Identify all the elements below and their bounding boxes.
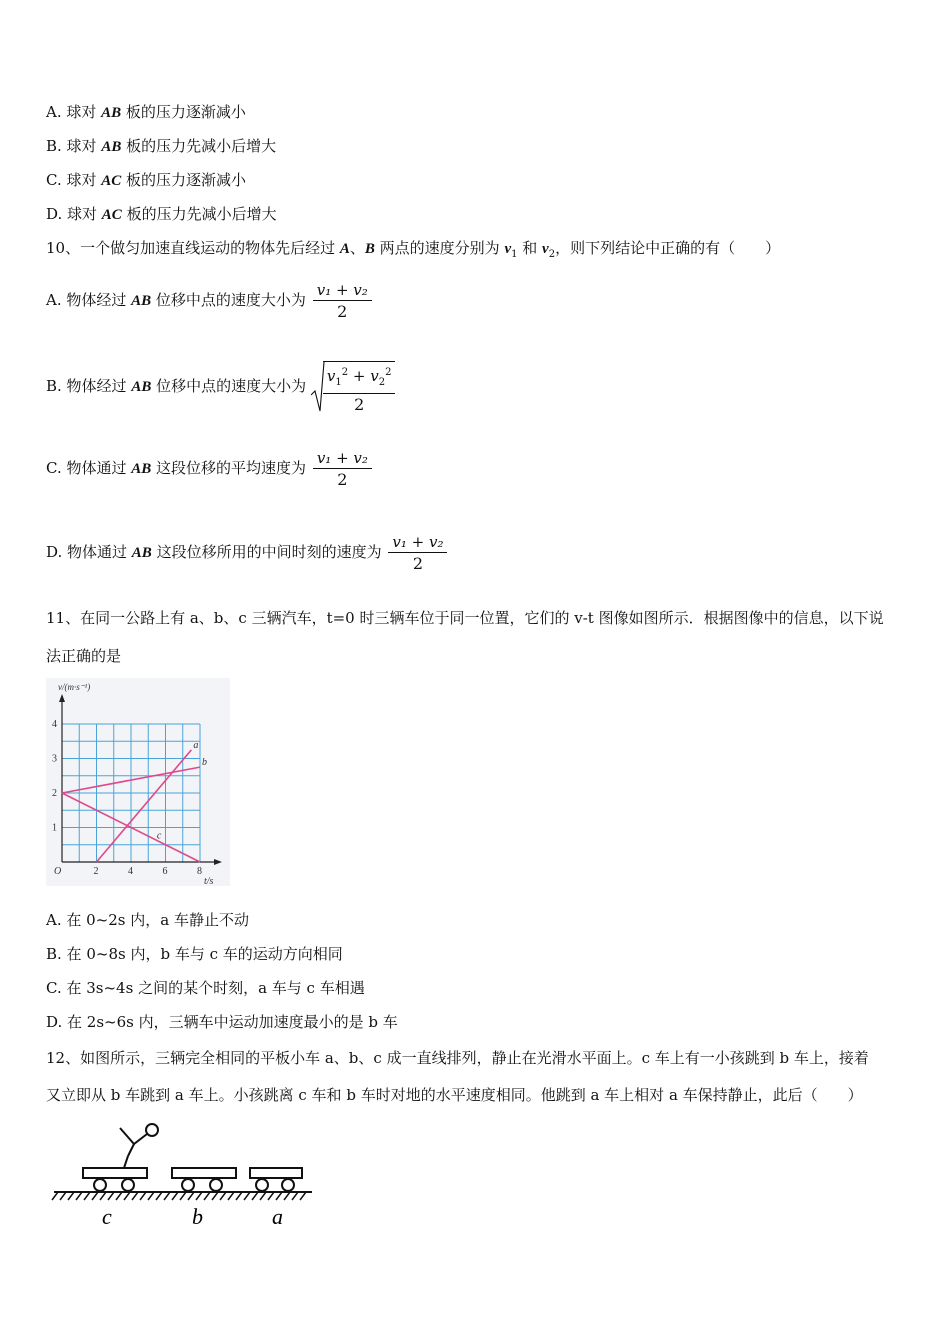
ground-hatch bbox=[164, 1192, 170, 1200]
vt-chart-svg bbox=[46, 678, 230, 886]
stem-text: 10、一个做匀加速直线运动的物体先后经过 bbox=[46, 239, 340, 257]
fraction-numerator: v₁ + v₂ bbox=[313, 449, 372, 469]
q10-option-c bbox=[46, 444, 372, 493]
stem-text: 和 bbox=[517, 239, 543, 257]
ground-hatch bbox=[212, 1192, 218, 1200]
q9-option-a bbox=[46, 102, 246, 123]
ground-hatch bbox=[172, 1192, 178, 1200]
cart-b bbox=[172, 1168, 236, 1191]
ground-hatch bbox=[60, 1192, 66, 1200]
y-tick-label: 4 bbox=[52, 719, 57, 730]
option-prefix: A. 物体经过 bbox=[46, 291, 132, 309]
v2-symbol: v bbox=[542, 241, 549, 257]
option-var: AB bbox=[101, 105, 122, 121]
q12-stem-line1: 12、如图所示，三辆完全相同的平板小车 a、b、c 成一直线排列，静止在光滑水平面上。c 车上有一小孩跳到 b 车上，接着 bbox=[46, 1049, 869, 1067]
ground-hatch bbox=[180, 1192, 186, 1200]
option-text: 板的压力逐渐减小 bbox=[121, 171, 247, 189]
fraction-denominator: 2 bbox=[337, 470, 348, 489]
ground-hatch bbox=[52, 1192, 58, 1200]
option-prefix: C. 球对 bbox=[46, 171, 102, 189]
subscript: 1 bbox=[511, 249, 518, 260]
v1-symbol: v bbox=[504, 241, 512, 257]
radical-sign-icon bbox=[311, 361, 325, 413]
ground-hatch bbox=[204, 1192, 210, 1200]
q10-option-d bbox=[46, 528, 447, 577]
ground-hatch bbox=[268, 1192, 274, 1200]
ground-hatch bbox=[276, 1192, 282, 1200]
y-tick-label: 3 bbox=[52, 753, 57, 765]
q11-option-b: B. 在 0~8s 内，b 车与 c 车的运动方向相同 bbox=[46, 945, 343, 963]
option-text: 位移中点的速度大小为 bbox=[151, 291, 306, 309]
cart-label-c: c bbox=[102, 1204, 112, 1229]
ground-hatch bbox=[284, 1192, 290, 1200]
ground-hatch bbox=[220, 1192, 226, 1200]
option-var: AB bbox=[131, 545, 152, 561]
option-text: 这段位移的平均速度为 bbox=[151, 459, 307, 477]
point-a: A bbox=[339, 241, 350, 257]
option-prefix: C. 物体通过 bbox=[46, 459, 132, 477]
q12-stem-line2: 又立即从 b 车跳到 a 车上。小孩跳离 c 车和 b 车时对地的水平速度相同。他跳到 a 车上相对 a 车保持静止，此后（ ） bbox=[46, 1086, 863, 1104]
fraction-denominator: 2 bbox=[337, 302, 348, 321]
subscript: 2 bbox=[548, 249, 556, 260]
ground-hatch bbox=[148, 1192, 154, 1200]
x-tick-label: 2 bbox=[93, 866, 99, 877]
sqrt-expression bbox=[311, 361, 396, 414]
q11-option-a: A. 在 0~2s 内，a 车静止不动 bbox=[46, 911, 249, 929]
fraction-numerator: v₁ + v₂ bbox=[313, 281, 372, 301]
fraction-denominator: 2 bbox=[412, 554, 424, 573]
fraction bbox=[313, 449, 372, 489]
stem-text: 、 bbox=[349, 239, 365, 257]
series-label-a: a bbox=[193, 739, 199, 751]
vt-graph bbox=[46, 678, 230, 886]
ground-hatch bbox=[292, 1192, 298, 1200]
option-prefix: D. 物体通过 bbox=[46, 543, 132, 561]
q9-option-b bbox=[46, 136, 276, 157]
option-text: 板的压力逐渐减小 bbox=[121, 103, 246, 121]
q9-option-d bbox=[46, 204, 277, 225]
ground-hatch bbox=[76, 1192, 82, 1200]
option-prefix: A. 球对 bbox=[46, 103, 102, 121]
x-tick-label: 8 bbox=[197, 866, 202, 877]
option-var: AB bbox=[131, 379, 152, 395]
q10-option-a bbox=[46, 276, 372, 325]
series-label-c: c bbox=[156, 830, 162, 842]
q10-option-b bbox=[46, 356, 395, 417]
x-tick-label: 4 bbox=[128, 866, 133, 877]
cart-label-a: a bbox=[272, 1204, 283, 1229]
option-var: AB bbox=[131, 461, 152, 477]
sqrt-radicand bbox=[323, 361, 396, 414]
q11-stem-line1: 11、在同一公路上有 a、b、c 三辆汽车，t=0 时三辆车位于同一位置，它们的 v-t 图像如图所示．根据图像中的信息，以下说 bbox=[46, 609, 884, 627]
ground-hatch bbox=[196, 1192, 202, 1200]
fraction bbox=[388, 533, 447, 573]
carts-diagram bbox=[50, 1120, 320, 1230]
y-axis-arrow-icon bbox=[59, 694, 65, 702]
option-var: AC bbox=[101, 207, 122, 223]
x-tick-label: 6 bbox=[162, 866, 168, 877]
ground-hatch bbox=[228, 1192, 234, 1200]
ground-hatch bbox=[100, 1192, 106, 1200]
q11-stem-line2: 法正确的是 bbox=[46, 647, 122, 665]
ground-hatch bbox=[124, 1192, 130, 1200]
fraction-numerator: $v_1^2 + v_2^2$ bbox=[323, 362, 396, 394]
fraction bbox=[313, 281, 372, 321]
ground-hatch bbox=[116, 1192, 122, 1200]
q11-option-c: C. 在 3s~4s 之间的某个时刻，a 车与 c 车相遇 bbox=[46, 979, 365, 997]
option-var: AC bbox=[101, 173, 122, 189]
option-prefix: B. 球对 bbox=[46, 137, 102, 155]
ground-hatch bbox=[140, 1192, 146, 1200]
stem-text: ，则下列结论中正确的有（ ） bbox=[555, 239, 781, 257]
child-figure bbox=[120, 1124, 158, 1168]
ground-hatch bbox=[236, 1192, 242, 1200]
q11-option-d: D. 在 2s~6s 内，三辆车中运动加速度最小的是 b 车 bbox=[46, 1013, 398, 1031]
option-text: 这段位移所用的中间时刻的速度为 bbox=[151, 543, 382, 561]
cart-a bbox=[250, 1168, 302, 1191]
ground-hatch bbox=[84, 1192, 90, 1200]
fraction-denominator: 2 bbox=[354, 394, 365, 414]
option-var: AB bbox=[101, 139, 122, 155]
y-axis-label: v/(m·s⁻¹) bbox=[58, 682, 91, 692]
x-axis-arrow-icon bbox=[214, 859, 222, 865]
series-label-b: b bbox=[202, 757, 207, 769]
point-b: B bbox=[364, 241, 375, 257]
ground-hatch bbox=[68, 1192, 74, 1200]
ground-hatch bbox=[188, 1192, 194, 1200]
fraction-numerator: v₁ + v₂ bbox=[388, 533, 447, 553]
ground-hatch bbox=[92, 1192, 98, 1200]
option-var: AB bbox=[131, 293, 152, 309]
y-tick-label: 2 bbox=[52, 788, 57, 799]
ground-hatch bbox=[156, 1192, 162, 1200]
ground-hatch bbox=[260, 1192, 266, 1200]
cart-label-b: b bbox=[192, 1204, 203, 1229]
ground-hatch bbox=[132, 1192, 138, 1200]
ground-hatch bbox=[300, 1192, 306, 1200]
option-prefix: D. 球对 bbox=[46, 205, 102, 223]
option-text: 位移中点的速度大小为 bbox=[151, 377, 307, 395]
x-axis-label: t/s bbox=[204, 876, 214, 886]
ground-hatch bbox=[244, 1192, 250, 1200]
y-tick-label: 1 bbox=[52, 822, 57, 834]
stem-text: 两点的速度分别为 bbox=[374, 239, 505, 257]
option-text: 板的压力先减小后增大 bbox=[121, 137, 277, 155]
ground-hatch bbox=[252, 1192, 258, 1200]
ground-hatch bbox=[108, 1192, 114, 1200]
option-text: 板的压力先减小后增大 bbox=[121, 205, 277, 223]
x-tick-label: O bbox=[54, 866, 62, 877]
q9-option-c bbox=[46, 170, 246, 191]
carts-figure bbox=[50, 1120, 320, 1230]
ground bbox=[52, 1192, 312, 1200]
q10-stem bbox=[46, 238, 780, 265]
option-prefix: B. 物体经过 bbox=[46, 377, 132, 395]
cart-c bbox=[83, 1168, 147, 1191]
